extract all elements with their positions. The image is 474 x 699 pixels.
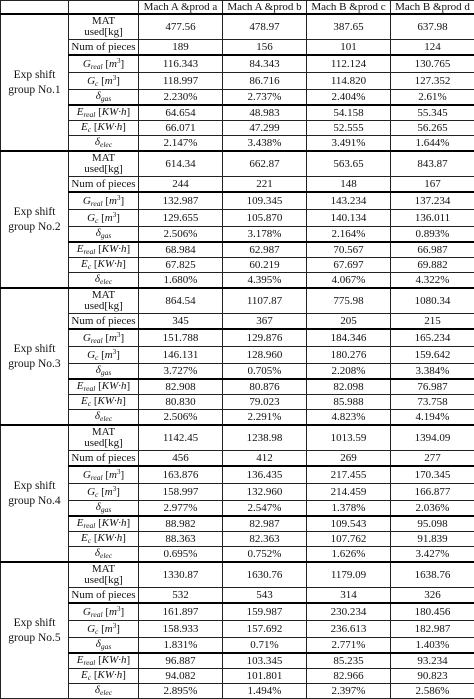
value-cell: 101 <box>307 40 391 56</box>
mat-used-row <box>1 562 474 588</box>
num-pieces-row <box>1 451 474 467</box>
value-cell: 163.876 <box>139 466 223 484</box>
value-cell: 91.839 <box>391 532 474 547</box>
value-cell: 1630.76 <box>223 562 307 588</box>
group-label: Exp shift group No.5 <box>1 562 69 699</box>
header-blank-2 <box>69 1 139 15</box>
value-cell: 1179.09 <box>307 562 391 588</box>
value-cell: 2.506% <box>139 227 223 243</box>
value-cell: 236.613 <box>307 621 391 638</box>
value-cell: 80.876 <box>223 379 307 395</box>
row-label <box>69 73 139 90</box>
num-pieces-row <box>1 40 474 56</box>
value-cell: 140.134 <box>307 210 391 227</box>
value-cell: 79.023 <box>223 395 307 410</box>
value-cell: 277 <box>391 451 474 467</box>
g-real-label: $G_{real}$ $[m^3]$ <box>83 469 124 481</box>
value-cell: 1142.45 <box>139 425 223 451</box>
value-cell: 1638.76 <box>391 562 474 588</box>
g-real-label: $G_{real}$ $[m^3]$ <box>83 58 124 70</box>
value-cell: 1.644% <box>391 136 474 152</box>
value-cell: 1330.87 <box>139 562 223 588</box>
value-cell: 165.234 <box>391 329 474 347</box>
e-real-row <box>1 516 474 532</box>
e-real-row <box>1 242 474 258</box>
value-cell: 1080.34 <box>391 288 474 314</box>
e-real-label: $E_{real}$ [KW·h] <box>77 380 130 392</box>
mat-label-line1: MAT <box>92 152 115 164</box>
g-c-label: $G_c$ $[m^3]$ <box>87 349 120 361</box>
value-cell: 132.960 <box>223 484 307 501</box>
value-cell: 2.164% <box>307 227 391 243</box>
value-cell: 54.158 <box>307 105 391 121</box>
row-label <box>69 288 139 314</box>
value-cell: 137.234 <box>391 192 474 210</box>
delta-elec-row <box>1 136 474 152</box>
delta-elec-row <box>1 410 474 426</box>
group-label: Exp shift group No.1 <box>1 14 69 151</box>
g-real-row <box>1 329 474 347</box>
value-cell: 124 <box>391 40 474 56</box>
value-cell: 143.234 <box>307 192 391 210</box>
row-label <box>69 532 139 547</box>
value-cell: 146.131 <box>139 347 223 364</box>
g-real-label: $G_{real}$ $[m^3]$ <box>83 606 124 618</box>
mat-label-line1: MAT <box>92 563 115 575</box>
num-pieces-label: Num of pieces <box>71 452 135 464</box>
row-label <box>69 669 139 684</box>
delta-gas-row <box>1 90 474 106</box>
value-cell: 478.97 <box>223 14 307 40</box>
value-cell: 103.345 <box>223 653 307 669</box>
mat-label-line2: used[kg] <box>84 574 123 586</box>
value-cell: 55.345 <box>391 105 474 121</box>
row-label <box>69 242 139 258</box>
delta-gas-row <box>1 364 474 380</box>
num-pieces-label: Num of pieces <box>71 589 135 601</box>
g-real-row <box>1 192 474 210</box>
e-real-row <box>1 105 474 121</box>
g-c-row <box>1 621 474 638</box>
value-cell: 161.897 <box>139 603 223 621</box>
value-cell: 84.343 <box>223 55 307 73</box>
value-cell: 532 <box>139 588 223 604</box>
value-cell: 48.983 <box>223 105 307 121</box>
value-cell: 82.966 <box>307 669 391 684</box>
delta-gas-label: $\delta_{gas}$ <box>96 227 112 239</box>
row-label <box>69 273 139 289</box>
value-cell: 156 <box>223 40 307 56</box>
value-cell: 170.345 <box>391 466 474 484</box>
value-cell: 1238.98 <box>223 425 307 451</box>
e-real-label: $E_{real}$ [KW·h] <box>77 654 130 666</box>
value-cell: 159.642 <box>391 347 474 364</box>
row-label <box>69 588 139 604</box>
delta-gas-label: $\delta_{gas}$ <box>96 90 112 102</box>
value-cell: 80.830 <box>139 395 223 410</box>
value-cell: 127.352 <box>391 73 474 90</box>
value-cell: 4.823% <box>307 410 391 426</box>
value-cell: 60.219 <box>223 258 307 273</box>
row-label <box>69 516 139 532</box>
value-cell: 0.893% <box>391 227 474 243</box>
value-cell: 217.455 <box>307 466 391 484</box>
row-label <box>69 379 139 395</box>
row-label <box>69 136 139 152</box>
g-c-label: $G_c$ $[m^3]$ <box>87 75 120 87</box>
delta-elec-label: $\delta_{elec}$ <box>95 410 112 422</box>
value-cell: 1.494% <box>223 684 307 699</box>
group-label: Exp shift group No.2 <box>1 151 69 288</box>
e-real-row <box>1 379 474 395</box>
value-cell: 158.997 <box>139 484 223 501</box>
header-row <box>1 1 474 15</box>
value-cell: 477.56 <box>139 14 223 40</box>
value-cell: 775.98 <box>307 288 391 314</box>
delta-gas-label: $\delta_{gas}$ <box>96 364 112 376</box>
value-cell: 0.695% <box>139 547 223 563</box>
value-cell: 269 <box>307 451 391 467</box>
num-pieces-label: Num of pieces <box>71 41 135 53</box>
value-cell: 1.680% <box>139 273 223 289</box>
row-label <box>69 227 139 243</box>
num-pieces-row <box>1 314 474 330</box>
value-cell: 1.626% <box>307 547 391 563</box>
row-label <box>69 653 139 669</box>
g-real-label: $G_{real}$ $[m^3]$ <box>83 195 124 207</box>
row-label <box>69 410 139 426</box>
e-c-label: $E_c$ [KW·h] <box>81 258 126 270</box>
table-body <box>1 14 474 699</box>
value-cell: 52.555 <box>307 121 391 136</box>
delta-elec-row <box>1 273 474 289</box>
row-label <box>69 258 139 273</box>
mat-label-line2: used[kg] <box>84 300 123 312</box>
row-label <box>69 451 139 467</box>
row-label <box>69 638 139 654</box>
num-pieces-row <box>1 177 474 193</box>
e-c-row <box>1 258 474 273</box>
mat-used-row <box>1 151 474 177</box>
row-label <box>69 484 139 501</box>
value-cell: 67.825 <box>139 258 223 273</box>
delta-elec-label: $\delta_{elec}$ <box>95 547 112 559</box>
value-cell: 93.234 <box>391 653 474 669</box>
value-cell: 205 <box>307 314 391 330</box>
e-c-label: $E_c$ [KW·h] <box>81 532 126 544</box>
value-cell: 109.345 <box>223 192 307 210</box>
row-label <box>69 347 139 364</box>
value-cell: 66.071 <box>139 121 223 136</box>
mat-label-line1: MAT <box>92 426 115 438</box>
value-cell: 221 <box>223 177 307 193</box>
value-cell: 230.234 <box>307 603 391 621</box>
value-cell: 412 <box>223 451 307 467</box>
value-cell: 182.987 <box>391 621 474 638</box>
value-cell: 136.011 <box>391 210 474 227</box>
value-cell: 73.758 <box>391 395 474 410</box>
value-cell: 132.987 <box>139 192 223 210</box>
value-cell: 326 <box>391 588 474 604</box>
g-real-row <box>1 603 474 621</box>
value-cell: 0.71% <box>223 638 307 654</box>
value-cell: 3.491% <box>307 136 391 152</box>
value-cell: 662.87 <box>223 151 307 177</box>
value-cell: 4.322% <box>391 273 474 289</box>
row-label <box>69 364 139 380</box>
row-label <box>69 90 139 106</box>
value-cell: 56.265 <box>391 121 474 136</box>
mat-label-line1: MAT <box>92 15 115 27</box>
value-cell: 2.230% <box>139 90 223 106</box>
value-cell: 85.988 <box>307 395 391 410</box>
e-c-label: $E_c$ [KW·h] <box>81 395 126 407</box>
header-col-2: Mach A &prod b <box>223 1 307 15</box>
g-c-row <box>1 73 474 90</box>
value-cell: 1394.09 <box>391 425 474 451</box>
value-cell: 345 <box>139 314 223 330</box>
delta-elec-row <box>1 547 474 563</box>
value-cell: 2.147% <box>139 136 223 152</box>
value-cell: 456 <box>139 451 223 467</box>
g-c-row <box>1 484 474 501</box>
num-pieces-row <box>1 588 474 604</box>
row-label <box>69 621 139 638</box>
mat-label-line2: used[kg] <box>84 437 123 449</box>
header-col-3: Mach B &prod c <box>307 1 391 15</box>
value-cell: 3.438% <box>223 136 307 152</box>
value-cell: 148 <box>307 177 391 193</box>
value-cell: 215 <box>391 314 474 330</box>
mat-label-line2: used[kg] <box>84 163 123 175</box>
value-cell: 129.876 <box>223 329 307 347</box>
value-cell: 88.363 <box>139 532 223 547</box>
value-cell: 2.977% <box>139 501 223 517</box>
mat-used-row <box>1 425 474 451</box>
value-cell: 70.567 <box>307 242 391 258</box>
value-cell: 4.194% <box>391 410 474 426</box>
delta-elec-row <box>1 684 474 699</box>
value-cell: 116.343 <box>139 55 223 73</box>
row-label <box>69 329 139 347</box>
value-cell: 4.395% <box>223 273 307 289</box>
g-real-row <box>1 55 474 73</box>
header-col-4: Mach B &prod d <box>391 1 474 15</box>
value-cell: 563.65 <box>307 151 391 177</box>
value-cell: 184.346 <box>307 329 391 347</box>
value-cell: 3.427% <box>391 547 474 563</box>
row-label <box>69 466 139 484</box>
value-cell: 214.459 <box>307 484 391 501</box>
e-c-row <box>1 532 474 547</box>
value-cell: 159.987 <box>223 603 307 621</box>
value-cell: 114.820 <box>307 73 391 90</box>
e-c-label: $E_c$ [KW·h] <box>81 121 126 133</box>
value-cell: 86.716 <box>223 73 307 90</box>
row-label <box>69 151 139 177</box>
row-label <box>69 55 139 73</box>
mat-label-line1: MAT <box>92 289 115 301</box>
value-cell: 4.067% <box>307 273 391 289</box>
value-cell: 157.692 <box>223 621 307 638</box>
g-c-label: $G_c$ $[m^3]$ <box>87 212 120 224</box>
row-label <box>69 501 139 517</box>
g-real-label: $G_{real}$ $[m^3]$ <box>83 332 124 344</box>
value-cell: 130.765 <box>391 55 474 73</box>
value-cell: 2.036% <box>391 501 474 517</box>
value-cell: 82.987 <box>223 516 307 532</box>
value-cell: 76.987 <box>391 379 474 395</box>
value-cell: 62.987 <box>223 242 307 258</box>
group-label: Exp shift group No.4 <box>1 425 69 562</box>
value-cell: 101.801 <box>223 669 307 684</box>
value-cell: 180.456 <box>391 603 474 621</box>
value-cell: 1.831% <box>139 638 223 654</box>
value-cell: 3.384% <box>391 364 474 380</box>
value-cell: 129.655 <box>139 210 223 227</box>
value-cell: 3.178% <box>223 227 307 243</box>
value-cell: 112.124 <box>307 55 391 73</box>
row-label <box>69 14 139 40</box>
value-cell: 64.654 <box>139 105 223 121</box>
value-cell: 47.299 <box>223 121 307 136</box>
value-cell: 2.586% <box>391 684 474 699</box>
value-cell: 2.506% <box>139 410 223 426</box>
row-label <box>69 210 139 227</box>
value-cell: 66.987 <box>391 242 474 258</box>
value-cell: 2.737% <box>223 90 307 106</box>
header-blank-1 <box>1 1 69 15</box>
value-cell: 2.208% <box>307 364 391 380</box>
value-cell: 67.697 <box>307 258 391 273</box>
value-cell: 128.960 <box>223 347 307 364</box>
value-cell: 1.403% <box>391 638 474 654</box>
value-cell: 1.378% <box>307 501 391 517</box>
value-cell: 167 <box>391 177 474 193</box>
value-cell: 543 <box>223 588 307 604</box>
e-c-row <box>1 121 474 136</box>
g-c-label: $G_c$ $[m^3]$ <box>87 623 120 635</box>
delta-gas-row <box>1 501 474 517</box>
value-cell: 843.87 <box>391 151 474 177</box>
delta-elec-label: $\delta_{elec}$ <box>95 136 112 148</box>
value-cell: 2.397% <box>307 684 391 699</box>
row-label <box>69 425 139 451</box>
row-label <box>69 395 139 410</box>
row-label <box>69 314 139 330</box>
mat-used-row <box>1 288 474 314</box>
e-real-label: $E_{real}$ [KW·h] <box>77 517 130 529</box>
row-label <box>69 562 139 588</box>
value-cell: 189 <box>139 40 223 56</box>
delta-gas-row <box>1 227 474 243</box>
value-cell: 2.895% <box>139 684 223 699</box>
value-cell: 118.997 <box>139 73 223 90</box>
num-pieces-label: Num of pieces <box>71 178 135 190</box>
value-cell: 2.771% <box>307 638 391 654</box>
value-cell: 151.788 <box>139 329 223 347</box>
value-cell: 3.727% <box>139 364 223 380</box>
value-cell: 387.65 <box>307 14 391 40</box>
row-label <box>69 177 139 193</box>
value-cell: 367 <box>223 314 307 330</box>
value-cell: 82.363 <box>223 532 307 547</box>
row-label <box>69 684 139 699</box>
value-cell: 2.61% <box>391 90 474 106</box>
value-cell: 614.34 <box>139 151 223 177</box>
value-cell: 90.823 <box>391 669 474 684</box>
value-cell: 2.404% <box>307 90 391 106</box>
e-real-row <box>1 653 474 669</box>
row-label <box>69 40 139 56</box>
row-label <box>69 121 139 136</box>
delta-gas-label: $\delta_{gas}$ <box>96 501 112 513</box>
value-cell: 1013.59 <box>307 425 391 451</box>
e-c-row <box>1 395 474 410</box>
value-cell: 88.982 <box>139 516 223 532</box>
mat-label-line2: used[kg] <box>84 26 123 38</box>
value-cell: 95.098 <box>391 516 474 532</box>
value-cell: 637.98 <box>391 14 474 40</box>
header-col-1: Mach A &prod a <box>139 1 223 15</box>
row-label <box>69 192 139 210</box>
e-c-row <box>1 669 474 684</box>
value-cell: 314 <box>307 588 391 604</box>
value-cell: 136.435 <box>223 466 307 484</box>
delta-gas-label: $\delta_{gas}$ <box>96 638 112 650</box>
value-cell: 85.235 <box>307 653 391 669</box>
e-real-label: $E_{real}$ [KW·h] <box>77 106 130 118</box>
g-c-row <box>1 210 474 227</box>
value-cell: 0.705% <box>223 364 307 380</box>
row-label <box>69 603 139 621</box>
value-cell: 244 <box>139 177 223 193</box>
value-cell: 69.882 <box>391 258 474 273</box>
e-real-label: $E_{real}$ [KW·h] <box>77 243 130 255</box>
row-label <box>69 547 139 563</box>
value-cell: 82.098 <box>307 379 391 395</box>
value-cell: 68.984 <box>139 242 223 258</box>
delta-elec-label: $\delta_{elec}$ <box>95 273 112 285</box>
group-label: Exp shift group No.3 <box>1 288 69 425</box>
num-pieces-label: Num of pieces <box>71 315 135 327</box>
value-cell: 864.54 <box>139 288 223 314</box>
value-cell: 2.547% <box>223 501 307 517</box>
value-cell: 158.933 <box>139 621 223 638</box>
value-cell: 107.762 <box>307 532 391 547</box>
value-cell: 82.908 <box>139 379 223 395</box>
g-c-row <box>1 347 474 364</box>
delta-gas-row <box>1 638 474 654</box>
e-c-label: $E_c$ [KW·h] <box>81 669 126 681</box>
value-cell: 94.082 <box>139 669 223 684</box>
value-cell: 0.752% <box>223 547 307 563</box>
value-cell: 166.877 <box>391 484 474 501</box>
value-cell: 2.291% <box>223 410 307 426</box>
row-label <box>69 105 139 121</box>
value-cell: 109.543 <box>307 516 391 532</box>
value-cell: 105.870 <box>223 210 307 227</box>
delta-elec-label: $\delta_{elec}$ <box>95 684 112 696</box>
mat-used-row <box>1 14 474 40</box>
value-cell: 1107.87 <box>223 288 307 314</box>
value-cell: 180.276 <box>307 347 391 364</box>
g-c-label: $G_c$ $[m^3]$ <box>87 486 120 498</box>
g-real-row <box>1 466 474 484</box>
value-cell: 96.887 <box>139 653 223 669</box>
